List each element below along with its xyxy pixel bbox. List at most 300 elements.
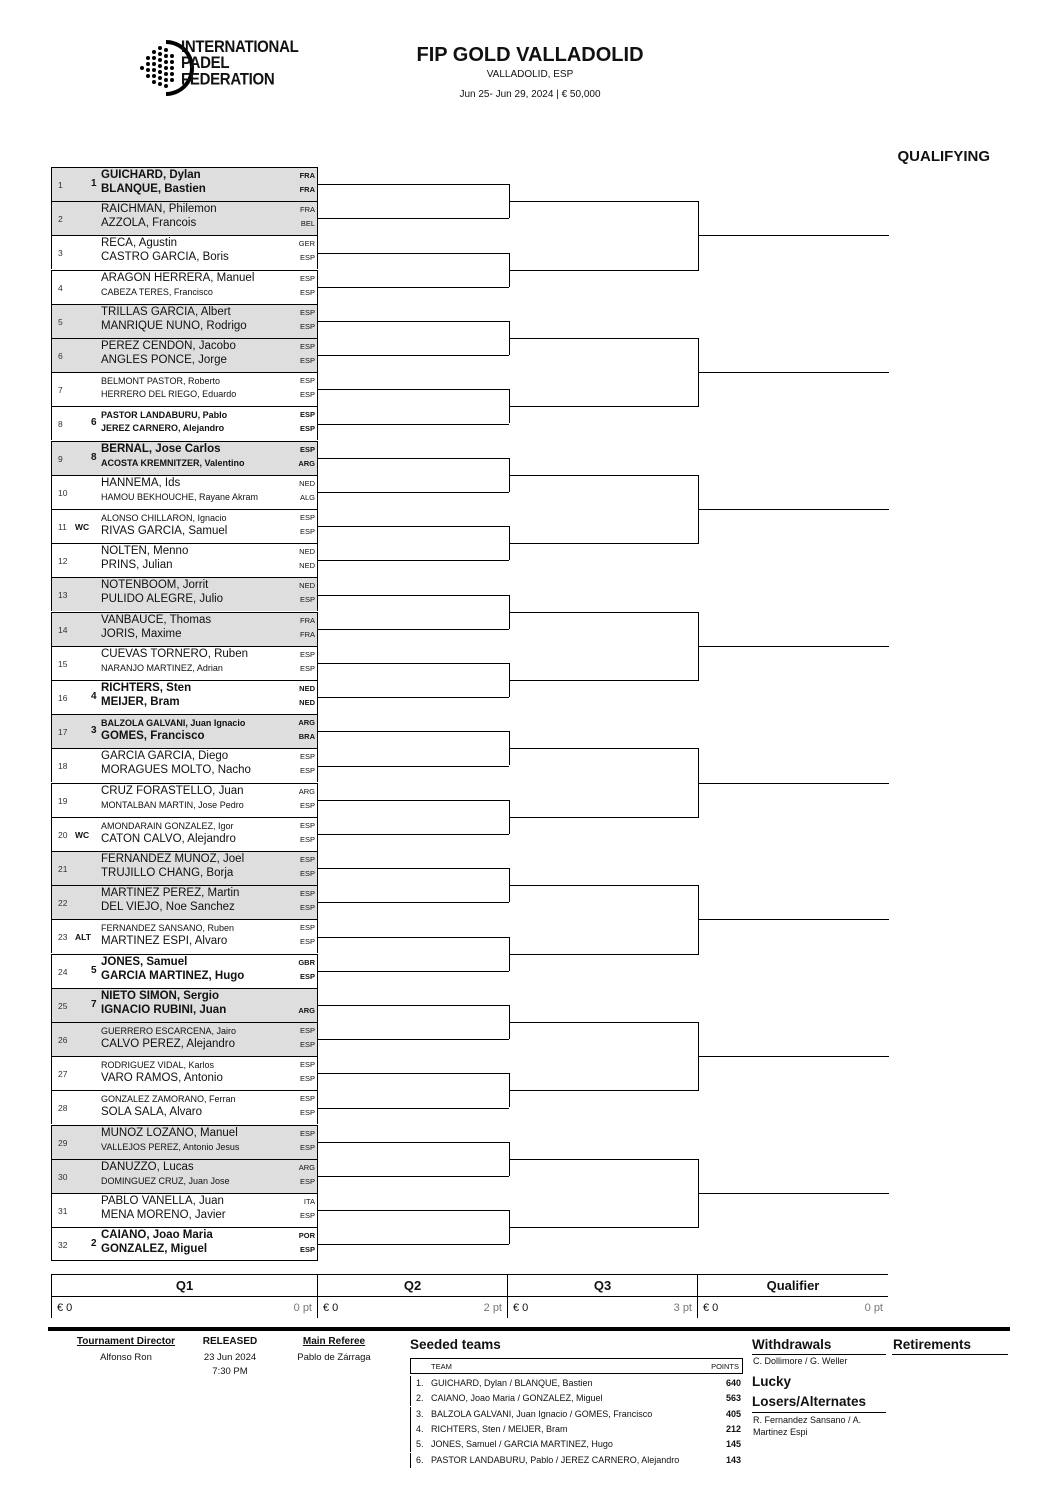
entry-type-badge: WC — [75, 522, 90, 532]
bracket-line — [698, 235, 889, 236]
player-nationality: ESP — [299, 527, 315, 536]
prize-cell-qualifier — [698, 1296, 888, 1318]
player-nationality: POR — [298, 1231, 315, 1241]
player-name: RICHTERS, Sten — [101, 682, 192, 694]
player-nationality: ESP — [299, 253, 315, 263]
player-name: MARTINEZ ESPI, Alvaro — [101, 935, 228, 948]
bracket-line — [318, 800, 509, 801]
director-label: Tournament Director — [76, 1336, 176, 1347]
player-name: GONZALEZ ZAMORANO, Ferran — [101, 1094, 236, 1105]
bracket-line — [318, 868, 509, 869]
bracket-line — [318, 937, 509, 938]
bracket-line — [698, 646, 889, 647]
seed-rank: 1. — [416, 1378, 424, 1388]
seeded-table-header — [410, 1358, 743, 1374]
slot-number: 30 — [58, 1171, 68, 1182]
bracket-line — [698, 1193, 889, 1194]
player-name: GARCIA GARCIA, Diego — [101, 750, 229, 763]
slot-number: 13 — [58, 590, 68, 601]
released-date: 23 Jun 2024 — [203, 1352, 257, 1363]
player-nationality: ALG — [299, 492, 315, 502]
player-nationality: ESP — [299, 1026, 315, 1035]
player-name: NARANJO MARTINEZ, Adrian — [101, 662, 223, 673]
slot-number: 2 — [58, 214, 63, 225]
withdrawals-rule — [752, 1354, 886, 1355]
bracket-line — [698, 509, 889, 510]
slot-number: 7 — [58, 385, 63, 396]
draw-slot — [51, 680, 318, 714]
lucky-title: Lucky — [752, 1374, 792, 1389]
prize-money: € 0 — [513, 1302, 529, 1314]
player-nationality: ESP — [299, 444, 315, 454]
bracket-line — [698, 372, 889, 373]
slot-number: 23 — [58, 932, 68, 943]
bracket-line — [318, 287, 509, 288]
seeded-team-row — [410, 1391, 744, 1406]
bracket-line — [318, 458, 509, 459]
bracket-line — [318, 1108, 509, 1109]
player-nationality: ESP — [299, 390, 315, 400]
draw-slot — [51, 543, 318, 577]
player-name: CRUZ FORASTELLO, Juan — [101, 784, 244, 797]
bracket-line — [318, 424, 509, 425]
bracket-line — [509, 680, 699, 681]
seeded-team-name: RICHTERS, Sten / MEIJER, Bram — [431, 1423, 568, 1434]
slot-number: 11 — [58, 522, 67, 532]
player-name: MANRIQUE NUÑO, Rodrigo — [101, 319, 247, 332]
bracket-line — [318, 321, 509, 322]
player-nationality: ESP — [299, 1094, 315, 1104]
bracket-line — [318, 492, 509, 493]
bracket-line — [318, 663, 509, 664]
player-nationality: NED — [299, 684, 315, 693]
player-nationality: ESP — [299, 376, 315, 386]
draw-slot — [51, 612, 318, 646]
slot-number: 26 — [58, 1035, 68, 1045]
player-nationality: BRA — [298, 732, 315, 742]
player-name: GUICHARD, Dylan — [101, 169, 201, 181]
draw-slot — [51, 475, 318, 509]
player-name: DANUZZO, Lucas — [101, 1160, 194, 1173]
seed-number: 5 — [91, 964, 97, 976]
retirements-title: Retirements — [893, 1337, 972, 1352]
prize-points: 3 pt — [673, 1302, 692, 1314]
lucky-losers-list: R. Fernandez Sansano / A. Martinez Espi — [753, 1415, 862, 1437]
player-name: PASTOR LANDABURU, Pablo — [101, 410, 228, 421]
draw-slot — [51, 372, 318, 406]
player-name: BELMONT PASTOR, Roberto — [101, 376, 221, 387]
prize-points: 2 pt — [483, 1302, 502, 1314]
bracket-line — [318, 766, 509, 767]
entry-type-badge: WC — [75, 829, 90, 840]
bracket-line — [509, 954, 699, 955]
bracket-line — [318, 1176, 509, 1177]
seeded-team-points: 212 — [725, 1423, 741, 1434]
seed-number: 1 — [91, 178, 97, 189]
player-name: RECA, Agustin — [101, 237, 178, 250]
player-nationality: FRA — [300, 629, 315, 639]
player-nationality: ESP — [299, 923, 315, 933]
player-name: NOLTEN, Menno — [101, 545, 189, 558]
slot-number: 32 — [58, 1240, 68, 1251]
player-nationality: ESP — [299, 356, 315, 365]
seed-rank: 3. — [416, 1408, 424, 1419]
retirements-rule — [892, 1354, 1008, 1355]
bracket-line — [318, 595, 509, 596]
losers-alternates-title: Losers/Alternates — [752, 1394, 867, 1409]
seed-rank: 5. — [416, 1439, 424, 1450]
player-name: PEREZ CENDON, Jacobo — [101, 340, 236, 352]
slot-number: 18 — [58, 761, 68, 772]
draw-slot — [51, 988, 318, 1022]
bracket-line — [318, 526, 509, 527]
slot-number: 12 — [58, 556, 68, 567]
referee-name: Pablo de Zárraga — [297, 1352, 371, 1363]
bracket-line — [318, 1073, 509, 1074]
released-time: 7:30 PM — [212, 1366, 248, 1377]
player-name: FERNANDEZ SANSANO, Ruben — [101, 923, 235, 934]
draw-slot — [51, 270, 318, 304]
bracket-line — [509, 1227, 699, 1228]
player-nationality: ESP — [299, 595, 315, 605]
slot-number: 29 — [58, 1137, 68, 1148]
slot-number: 27 — [58, 1069, 68, 1080]
bracket-line — [509, 1159, 699, 1160]
draw-slot — [51, 714, 318, 748]
bracket-line — [318, 184, 509, 185]
draw-slot — [51, 235, 318, 269]
player-nationality: ESP — [299, 752, 315, 762]
rounds-header — [51, 1274, 889, 1296]
seed-rank: 4. — [416, 1423, 424, 1434]
bracket-line — [509, 338, 699, 339]
player-name: TRILLAS GARCIA, Albert — [101, 305, 231, 318]
player-name: VALLEJOS PEREZ, Antonio Jesus — [101, 1141, 240, 1152]
player-name: DOMINGUEZ CRUZ, Juan Jose — [101, 1175, 230, 1186]
player-nationality: NED — [299, 478, 315, 488]
tournament-location: VALLADOLID, ESP — [486, 69, 574, 80]
player-name: RODRIGUEZ VIDAL, Karlos — [101, 1060, 215, 1071]
entry-type-badge: ALT — [75, 932, 91, 943]
bracket-line — [698, 1056, 889, 1057]
player-name: AZZOLA, Francois — [101, 217, 197, 230]
player-name: HERRERO DEL RIEGO, Eduardo — [101, 389, 237, 400]
player-name: RIVAS GARCIA, Samuel — [101, 525, 228, 537]
footer-divider — [48, 1327, 1010, 1331]
player-name: CUEVAS TORNERO, Ruben — [101, 647, 248, 660]
player-name: BLANQUE, Bastien — [101, 183, 206, 195]
player-nationality: ESP — [299, 1142, 315, 1152]
logo-text: INTERNATIONAL PADEL FEDERATION — [181, 37, 299, 89]
seed-number: 7 — [91, 998, 97, 1010]
player-nationality: ESP — [299, 273, 315, 283]
player-name: BERNAL, Jose Carlos — [101, 442, 221, 455]
withdrawals-list: C. Dollimore / G. Weller — [753, 1356, 848, 1366]
player-name: HANNEMA, Ids — [101, 476, 181, 489]
bracket-line — [318, 389, 509, 390]
seeded-team-name: CAIANO, Joao Maria / GONZALEZ, Miguel — [431, 1393, 603, 1404]
seeded-team-points: 563 — [725, 1393, 741, 1404]
player-nationality: ESP — [299, 1060, 315, 1070]
player-name: RAICHMAN, Philemon — [101, 203, 217, 216]
bracket-line — [509, 817, 699, 818]
slot-number: 5 — [58, 316, 63, 327]
player-name: MENA MORENO, Javier — [101, 1209, 226, 1221]
draw-slot — [51, 748, 318, 782]
draw-slot — [51, 1159, 318, 1193]
player-nationality: ESP — [299, 889, 315, 899]
slot-number: 8 — [58, 419, 63, 430]
player-nationality: NED — [299, 547, 315, 557]
player-nationality: ESP — [299, 649, 315, 659]
round-label-q3: Q3 — [508, 1274, 698, 1296]
slot-number: 16 — [58, 693, 68, 703]
seeded-team-row — [410, 1376, 744, 1391]
player-nationality: GBR — [298, 957, 315, 967]
seeded-team-name: BALZOLA GALVANI, Juan Ignacio / GOMES, Francisco — [431, 1408, 653, 1419]
seeded-team-row — [410, 1453, 744, 1468]
player-name: PABLO VANELLA, Juan — [101, 1195, 224, 1207]
player-name: MONTALBAN MARTIN, Jose Pedro — [101, 799, 244, 810]
bracket-line — [318, 1039, 509, 1040]
bracket-line — [318, 1210, 509, 1211]
seeded-teams-title: Seeded teams — [410, 1337, 501, 1352]
player-name: PRINS, Julian — [101, 559, 173, 572]
slot-number: 10 — [58, 487, 68, 498]
seed-number: 3 — [91, 725, 97, 737]
player-name: GONZALEZ, Miguel — [101, 1243, 208, 1256]
bracket-line — [509, 201, 699, 202]
seed-number: 6 — [91, 417, 97, 429]
prize-cell-q3 — [508, 1296, 698, 1318]
draw-slot — [51, 167, 318, 201]
player-nationality: ESP — [299, 410, 315, 420]
team-column-header: TEAM — [431, 1362, 452, 1371]
player-nationality: ARG — [298, 1005, 315, 1015]
seeded-team-name: PASTOR LANDABURU, Pablo / JEREZ CARNERO, Alejandro — [431, 1454, 680, 1465]
player-name: ANGLES PONCE, Jorge — [101, 354, 227, 366]
draw-slot — [51, 646, 318, 680]
bracket-line — [509, 406, 699, 407]
slot-number: 4 — [58, 282, 63, 293]
player-nationality: ESP — [299, 424, 315, 434]
player-nationality: ESP — [299, 1040, 315, 1049]
seeded-team-row — [410, 1407, 744, 1422]
player-nationality: ESP — [299, 513, 315, 522]
seeded-team-points: 143 — [725, 1454, 741, 1465]
seed-number: 8 — [91, 451, 97, 463]
draw-slot — [51, 1125, 318, 1159]
bracket-line — [318, 218, 509, 219]
bracket-line — [509, 543, 699, 544]
round-label-qualifier: Qualifier — [698, 1274, 888, 1296]
player-name: NOTENBOOM, Jorrit — [101, 579, 209, 592]
player-nationality: ESP — [299, 1128, 315, 1138]
player-nationality: NED — [299, 561, 315, 571]
seed-rank: 2. — [416, 1393, 424, 1404]
bracket-line — [318, 629, 509, 630]
draw-slot — [51, 201, 318, 235]
player-nationality: ESP — [299, 869, 315, 878]
slot-number: 31 — [58, 1206, 68, 1216]
seeded-team-points: 405 — [725, 1408, 741, 1419]
player-nationality: NED — [299, 698, 315, 707]
prize-row — [51, 1296, 889, 1318]
seeded-team-row — [410, 1437, 744, 1452]
player-name: AMONDARAIN GONZALEZ, Igor — [101, 820, 234, 831]
player-name: JONES, Samuel — [101, 955, 188, 968]
player-name: TRUJILLO CHANG, Borja — [101, 867, 234, 879]
draw-slot — [51, 1022, 318, 1056]
director-name: Alfonso Ron — [100, 1352, 152, 1363]
player-nationality: ITA — [303, 1197, 315, 1206]
slot-number: 3 — [58, 248, 63, 259]
draw-slot — [51, 304, 318, 338]
player-nationality: ESP — [299, 820, 315, 830]
prize-money: € 0 — [57, 1302, 73, 1314]
slot-number: 17 — [58, 727, 68, 738]
player-name: MEIJER, Bram — [101, 696, 180, 708]
slot-number: 15 — [58, 658, 68, 669]
draw-slot — [51, 885, 318, 919]
player-name: GARCIA MARTINEZ, Hugo — [101, 969, 245, 982]
draw-slot — [51, 919, 318, 953]
player-nationality: ESP — [299, 800, 315, 810]
player-name: MARTINEZ PEREZ, Martin — [101, 887, 240, 900]
seeded-team-name: GUICHARD, Dylan / BLANQUE, Bastien — [431, 1378, 593, 1388]
prize-cell-q2 — [318, 1296, 508, 1318]
seeded-team-points: 145 — [725, 1439, 741, 1450]
draw-slot — [51, 509, 318, 543]
slot-number: 22 — [58, 898, 68, 909]
player-name: CAIANO, Joao Maria — [101, 1229, 213, 1242]
draw-slot — [51, 441, 318, 475]
points-column-header: POINTS — [711, 1362, 739, 1371]
player-name: SOLA SALA, Alvaro — [101, 1106, 203, 1119]
player-name: VARO RAMOS, Antonio — [101, 1072, 223, 1085]
player-name: ALONSO CHILLARON, Ignacio — [101, 513, 227, 523]
player-nationality: ESP — [299, 1211, 315, 1220]
prize-money: € 0 — [703, 1302, 719, 1314]
slot-number: 6 — [58, 351, 63, 361]
player-nationality: ARG — [298, 718, 315, 728]
player-name: HAMOU BEKHOUCHE, Rayane Akram — [101, 491, 259, 502]
player-nationality: ESP — [299, 342, 315, 351]
bracket-line — [318, 731, 509, 732]
bracket-line — [509, 1022, 699, 1023]
draw-slot — [51, 1193, 318, 1227]
bracket-line — [318, 697, 509, 698]
bracket-line — [698, 783, 889, 784]
slot-number: 14 — [58, 624, 68, 635]
player-name: JEREZ CARNERO, Alejandro — [101, 423, 225, 434]
player-name: GOMES, Francisco — [101, 730, 205, 743]
round-label-q2: Q2 — [318, 1274, 508, 1296]
prize-cell-q1 — [51, 1296, 318, 1318]
player-nationality: ARG — [298, 1162, 315, 1172]
player-nationality: ESP — [299, 1108, 315, 1118]
slot-number: 19 — [58, 795, 68, 806]
slot-number: 1 — [58, 180, 63, 190]
bracket-line — [318, 971, 509, 972]
bracket-line — [509, 475, 699, 476]
player-nationality: FRA — [300, 615, 315, 625]
player-nationality: ESP — [299, 1245, 315, 1255]
tournament-title: FIP GOLD VALLADOLID — [416, 44, 644, 66]
player-name: FERNANDEZ MUÑOZ, Joel — [101, 853, 245, 865]
player-name: VANBAUCE, Thomas — [101, 613, 212, 626]
player-name: JORIS, Maxime — [101, 627, 182, 640]
player-name: MORAGUES MOLTÓ, Nacho — [101, 764, 251, 777]
slot-number: 28 — [58, 1103, 68, 1114]
bracket-line — [318, 902, 509, 903]
draw-slot — [51, 1090, 318, 1124]
draw-slot — [51, 954, 318, 988]
player-name: ARAGON HERRERA, Manuel — [101, 271, 255, 284]
seeded-team-points: 640 — [725, 1378, 741, 1388]
bracket-line — [318, 1005, 509, 1006]
player-nationality: ESP — [299, 766, 315, 776]
seed-number: 2 — [91, 1238, 97, 1250]
draw-slot — [51, 1056, 318, 1090]
draw-slot — [51, 817, 318, 851]
slot-number: 20 — [58, 829, 68, 840]
bracket-line — [509, 1090, 699, 1091]
draw-slot — [51, 783, 318, 817]
player-name: PULIDO ALEGRE, Julio — [101, 593, 224, 606]
player-nationality: ESP — [299, 1176, 315, 1186]
round-label-q1: Q1 — [51, 1274, 318, 1296]
player-nationality: FRA — [300, 205, 315, 215]
player-nationality: ESP — [299, 855, 315, 864]
bracket-line — [509, 885, 699, 886]
player-name: CASTRO GARCIA, Boris — [101, 251, 229, 264]
bracket-line — [509, 270, 699, 271]
player-nationality: FRA — [299, 171, 315, 180]
referee-label: Main Referee — [302, 1336, 366, 1347]
draw-slot — [51, 406, 318, 440]
seeded-team-name: JONES, Samuel / GARCIA MARTINEZ, Hugo — [431, 1439, 613, 1450]
player-nationality: BEL — [300, 219, 315, 229]
draw-slot — [51, 1227, 318, 1261]
prize-points: 0 pt — [864, 1302, 883, 1314]
player-name: DEL VIEJO, Noe Sanchez — [101, 901, 235, 914]
player-nationality: ARG — [298, 458, 315, 468]
draw-slot — [51, 851, 318, 885]
draw-slot — [51, 338, 318, 372]
slot-number: 24 — [58, 966, 68, 977]
player-nationality: ESP — [299, 971, 315, 981]
bracket-line — [509, 612, 699, 613]
player-name: NIETO SIMON, Sergio — [101, 989, 219, 1002]
tournament-dates: Jun 25- Jun 29, 2024 | € 50,000 — [459, 89, 601, 100]
bracket-line — [318, 1244, 509, 1245]
prize-money: € 0 — [323, 1302, 339, 1314]
player-name: IGNACIO RUBINI, Juan — [101, 1003, 227, 1016]
player-name: MUÑOZ LOZANO, Manuel — [101, 1126, 238, 1139]
player-nationality: ESP — [299, 307, 315, 317]
seed-rank: 6. — [416, 1454, 424, 1465]
prize-points: 0 pt — [293, 1302, 312, 1314]
player-name: CATON CALVO, Alejandro — [101, 832, 236, 845]
bracket-line — [698, 919, 889, 920]
player-name: GUERRERO ESCARCENA, Jairo — [101, 1026, 237, 1036]
released-label: RELEASED — [202, 1336, 258, 1347]
bracket-line — [509, 748, 699, 749]
bracket-line — [318, 355, 509, 356]
slot-number: 25 — [58, 1000, 68, 1011]
player-nationality: ESP — [299, 1074, 315, 1084]
